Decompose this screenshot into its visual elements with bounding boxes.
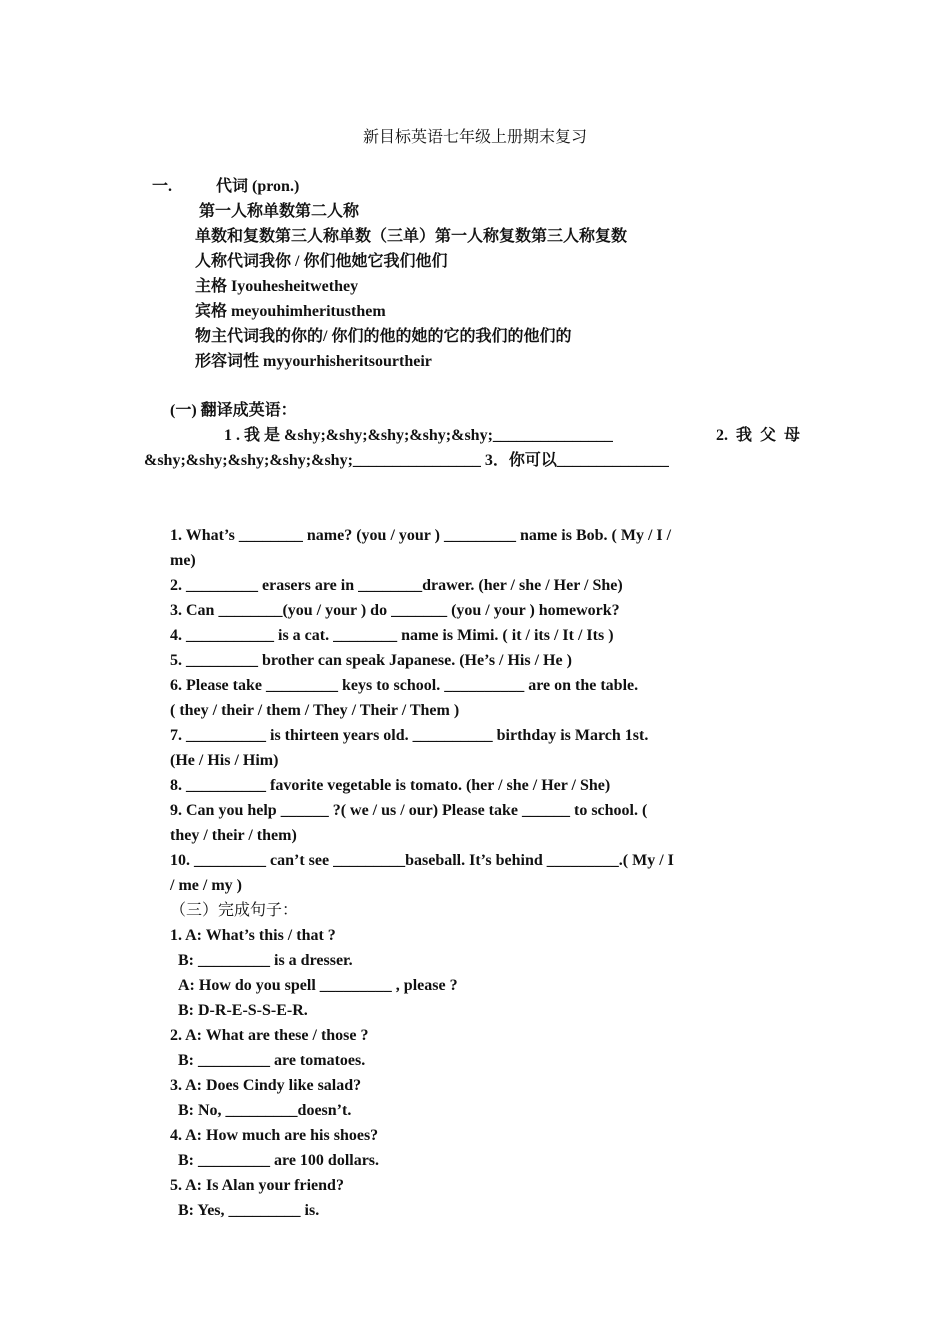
section-heading: 代词 (pron.) [216,178,300,195]
translate-item-1: 1 . 我 是 &shy;&shy;&shy;&shy;&shy;_______________ [224,427,613,444]
dialog-line: B: _________ are tomatoes. [178,1052,366,1069]
exercise-line: 9. Can you help ______ ?( we / us / our) Please take ______ to school. ( [170,802,648,819]
pronoun-table-line: 主格 Iyouhesheitwethey [195,278,359,295]
pronoun-table-line: 形容词性 myyourhisheritsourtheir [195,353,432,370]
pronoun-table-line: 人称代词我你 / 你们他她它我们他们 [195,253,448,270]
translate-item-2: 2. 我 父 母 [716,427,801,444]
page-title: 新目标英语七年级上册期末复习 [362,129,587,146]
exercise-line: 8. __________ favorite vegetable is tomato. (her / she / Her / She) [170,777,611,794]
pronoun-table-line: 物主代词我的你的/ 你们的他的她的它的我们的他们的 [195,328,572,345]
exercise-line: they / their / them) [170,827,297,844]
exercise-line: (He / His / Him) [170,752,279,769]
dialog-line: B: _________ are 100 dollars. [178,1152,380,1169]
exercise-line: 10. _________ can’t see _________baseball. It’s behind _________.( My / I [170,852,674,869]
exercise-line: 6. Please take _________ keys to school. __________ are on the table. [170,677,639,694]
exercise-line: 5. _________ brother can speak Japanese. (He’s / His / He ) [170,652,572,669]
part1-heading: (一) 翻译成英语： [170,402,297,419]
dialog-line: B: D-R-E-S-S-E-R. [178,1002,308,1019]
pronoun-table-line: 宾格 meyouhimheritusthem [195,303,386,320]
pronoun-table-line: 第一人称单数第二人称 [199,203,360,220]
exercise-line: / me / my ) [170,877,242,894]
translate-item-line: &shy;&shy;&shy;&shy;&shy;________________ 3．你可以______________ [144,452,669,469]
exercise-line: 4. ___________ is a cat. ________ name is Mimi. ( it / its / It / Its ) [170,627,614,644]
exercise-line: me) [170,552,196,569]
dialog-line: B: No, _________doesn’t. [178,1102,352,1119]
dialog-line: 1. A: What’s this / that ? [170,927,336,944]
exercise-line: 1. What’s ________ name? (you / your ) _________ name is Bob. ( My / I / [170,527,672,544]
dialog-line: 3. A: Does Cindy like salad? [170,1077,362,1094]
exercise-line: ( they / their / them / They / Their / Them ) [170,702,460,719]
dialog-line: 4. A: How much are his shoes? [170,1127,379,1144]
section-number: 一. [152,178,173,195]
exercise-line: 7. __________ is thirteen years old. __________ birthday is March 1st. [170,727,649,744]
exercise-line: 2. _________ erasers are in ________drawer. (her / she / Her / She) [170,577,623,594]
dialog-line: B: _________ is a dresser. [178,952,353,969]
dialog-line: B: Yes, _________ is. [178,1202,320,1219]
part3-heading: （三）完成句子： [170,902,299,919]
dialog-line: 2. A: What are these / those ? [170,1027,369,1044]
pronoun-table-line: 单数和复数第三人称单数（三单）第一人称复数第三人称复数 [195,228,628,245]
dialog-line: A: How do you spell _________ , please ? [178,977,458,994]
exercise-line: 3. Can ________(you / your ) do _______ (you / your ) homework? [170,602,620,619]
dialog-line: 5. A: Is Alan your friend? [170,1177,344,1194]
